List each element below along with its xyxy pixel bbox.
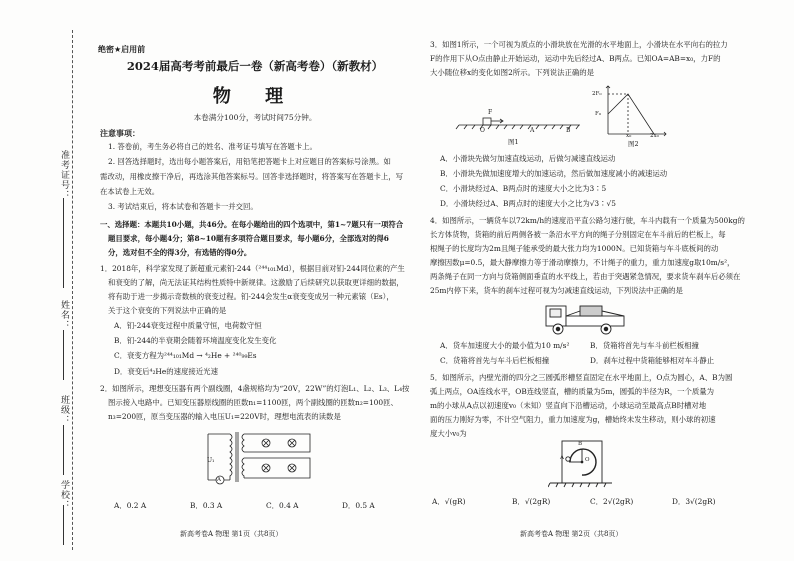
q2-fig-u1: U₁ bbox=[207, 457, 215, 464]
q1-stem: 关于这个衰变的下列说法中正确的是 bbox=[108, 306, 227, 315]
q2-stem: n₃=200匝，原当变压器的输入电压U₁=220V时，理想电流表的读数是 bbox=[108, 412, 341, 421]
q4-truck-figure bbox=[540, 298, 630, 338]
footer-page-1: 新高考卷A 物理 第1页（共8页） bbox=[180, 530, 283, 538]
q3-fig2-x0: x₀ bbox=[626, 133, 632, 139]
q4-stem: 25m内停下来，货车的刹车过程可视为匀减速直线运动，下列说法中正确的是 bbox=[430, 286, 683, 295]
note-item: 1. 答卷前，考生务必将自己的姓名、准考证号填写在答题卡上。 bbox=[108, 142, 317, 151]
q5-option-b: B．√(2gR) bbox=[512, 497, 551, 506]
cut-line bbox=[72, 30, 73, 550]
school-line bbox=[63, 505, 64, 545]
q3-fig2-2x0: 2x₀ bbox=[650, 133, 659, 139]
q3-fig1-B: B bbox=[566, 127, 571, 134]
q4-stem: 4．如图所示，一辆货车以72km/h的速度沿平直公路匀速行驶，车斗内载有一个质量为500kg的 bbox=[430, 216, 745, 225]
q5-fig-O: O bbox=[585, 457, 590, 463]
q1-option-a: A．钔-244衰变过程中质量守恒，电荷数守恒 bbox=[114, 321, 262, 330]
school-label: 学校： bbox=[59, 480, 69, 510]
exam-no-line bbox=[63, 198, 64, 288]
q4-option-a: A．货车加速度大小的最小值为10 m/s² bbox=[440, 341, 570, 350]
q5-stem: 5．如图所示，内壁光滑的四分之三圆弧形槽竖直固定在水平地面上，O点为圆心，A、B为圆 bbox=[430, 373, 733, 382]
q1-stem: 和衰变的了解，尚无法证其结构性质特中新规律。这激励了后续研究以获取更详细的数据， bbox=[108, 278, 404, 287]
q1-option-b: B．钔-244的半衰期会随着环境温度变化发生变化 bbox=[114, 336, 277, 345]
name-label: 姓名： bbox=[59, 300, 69, 330]
subject-title: 物 理 bbox=[212, 86, 298, 107]
q5-stem: 度大小v₀为 bbox=[430, 429, 467, 438]
note-item: 2. 回答选择题时，选出每小题答案后，用铅笔把答题卡上对应题目的答案标号涂黑。如 bbox=[108, 157, 391, 166]
q2-stem: 2．如图所示，理想变压器有两个副线圈，4盏规格均为“20V，22W”的灯泡L₁、L₂、L₃、L₄按 bbox=[100, 384, 410, 393]
q5-fig-A: A bbox=[560, 455, 564, 461]
q5-option-c: C．2√(2gR) bbox=[590, 497, 634, 506]
q3-stem: F的作用下从O点由静止开始运动，运动中先后经过A、B两点。已知OA=AB=x₀，力F的 bbox=[430, 54, 721, 63]
q3-stem: 大小随位移x的变化如图2所示。下列说法正确的是 bbox=[430, 68, 595, 77]
exam-no-label: 准考证号： bbox=[59, 150, 69, 200]
notes-heading: 注意事项： bbox=[100, 128, 140, 138]
q4-stem: 摩擦因数μ=0.5，最大静摩擦力等于滑动摩擦力，不计绳子的重力，重力加速度g取10m/s²， bbox=[430, 258, 735, 267]
q2-option-a: A．0.2 A bbox=[114, 501, 147, 510]
q4-stem: 根绳子的长度均为2m且绳子能承受的最大张力均为1000N。已知货箱与车斗底板间的动 bbox=[430, 244, 719, 253]
name-line bbox=[63, 330, 64, 380]
q3-option-a: A．小滑块先做匀加速直线运动，后做匀减速直线运动 bbox=[440, 154, 616, 163]
q5-option-d: D．3√(2gR) bbox=[672, 497, 716, 506]
q2-fig-ammeter: A bbox=[217, 477, 221, 483]
q5-stem: m的小球从A点以初速度v₀（未知）竖直向下沿槽运动，小球运动至最高点B时槽对地 bbox=[430, 401, 707, 410]
q2-option-c: C．0.4 A bbox=[266, 501, 299, 510]
q3-fig1-A: A bbox=[530, 127, 535, 134]
q3-stem: 3．如图1所示，一个可视为质点的小滑块放在光滑的水平地面上，小滑块在水平向右的拉力 bbox=[430, 40, 728, 49]
section-instruction: 一、选择题：本题共10小题，共46分。在每小题给出的四个选项中，第1~7题只有一项符合 bbox=[100, 220, 404, 229]
note-item: 3. 考试结束后，将本试卷和答题卡一并交回。 bbox=[108, 202, 258, 211]
q3-fig2-2F0: 2F₀ bbox=[592, 91, 602, 97]
q4-option-c: C．货箱将首先与车斗后栏板相撞 bbox=[440, 356, 550, 365]
q1-stem: 1．2018年，科学家发现了新超重元素钔-244（²⁴⁴₁₀₁Md），根据目前对钔-244同位素的产生 bbox=[100, 264, 405, 273]
q3-fig2-caption: 图2 bbox=[628, 140, 639, 148]
q1-stem: 将有助于进一步揭示奇数核的衰变过程。钔-244会发生α衰变变成另一种元素锿（Es）， bbox=[108, 292, 394, 301]
section-instruction: 分，选对但不全的得3分，有选错的得0分。 bbox=[108, 248, 252, 257]
q4-stem: 两条绳子在同一方向与货箱侧面垂直的水平线上，若由于突遇紧急情况，要求货车刹车后必须在 bbox=[430, 272, 741, 281]
q2-option-b: B．0.3 A bbox=[190, 501, 223, 510]
exam-title: 2024届高考考前最后一卷（新高考卷）（新教材） bbox=[126, 59, 384, 73]
q1-option-c: C．衰变方程为²⁴⁴₁₀₁Md → ⁴₂He + ²⁴⁰₉₉Es bbox=[114, 351, 257, 360]
class-label: 班级： bbox=[59, 395, 69, 425]
q5-stem: 弧上两点，OA连线水平，OB连线竖直，槽的质量为5m，圆弧的半径为R，一个质量为 bbox=[430, 387, 715, 396]
q5-stem: 面的压力刚好为零，不计空气阻力，重力加速度为g，槽始终未发生移动，则小球的初速 bbox=[430, 415, 716, 424]
q2-stem: 图示接入电路中。已知变压器原线圈的匝数n₁=1100匝，两个副线圈的匝数n₂=100匝、 bbox=[108, 398, 398, 407]
q3-fig1-caption: 图1 bbox=[508, 138, 519, 146]
q5-fig-B: B bbox=[578, 441, 583, 447]
q1-option-d: D．衰变后⁴₂He的速度接近光速 bbox=[114, 367, 218, 376]
note-item: 在本试卷上无效。 bbox=[100, 187, 160, 196]
q4-option-d: D．刹车过程中货箱能够相对车斗静止 bbox=[590, 356, 715, 365]
q4-stem: 长方体货物，货箱的前后两侧各被一条沿水平方向的绳子分别固定在车斗前后的栏板上，每 bbox=[430, 230, 726, 239]
q4-option-b: B．货箱将首先与车斗前栏板相撞 bbox=[590, 341, 699, 350]
q2-option-d: D．0.5 A bbox=[342, 501, 375, 510]
class-line bbox=[63, 425, 64, 475]
secret-mark: 绝密★启用前 bbox=[98, 45, 146, 54]
q3-figure-2-graph bbox=[598, 84, 670, 142]
q3-option-d: D．小滑块经过A、B两点时的速度大小之比为√3∶√5 bbox=[440, 199, 616, 208]
q3-option-b: B．小滑块先做加速度增大的加速运动，然后做加速度减小的减速运动 bbox=[440, 169, 668, 178]
section-instruction: 题目要求，每小题4分；第8~10题有多项符合题目要求，每小题6分，全部选对的得6 bbox=[108, 234, 389, 243]
q3-option-c: C．小滑块经过A、B两点时的速度大小之比为3∶5 bbox=[440, 184, 607, 193]
footer-page-2: 新高考卷A 物理 第2页（共8页） bbox=[520, 530, 623, 538]
q3-fig1-O: O bbox=[480, 127, 485, 134]
note-item: 需改动，用橡皮擦干净后，再选涂其他答案标号。回答非选择题时，将答案写在答题卡上，写 bbox=[100, 172, 404, 181]
binding-margin bbox=[0, 0, 82, 561]
exam-meta: 本卷满分100分，考试时间75分钟。 bbox=[193, 113, 317, 122]
q3-fig2-F0: F₀ bbox=[595, 111, 602, 117]
q5-option-a: A．√(gR) bbox=[432, 497, 466, 506]
q3-fig1-F: F bbox=[488, 109, 493, 116]
